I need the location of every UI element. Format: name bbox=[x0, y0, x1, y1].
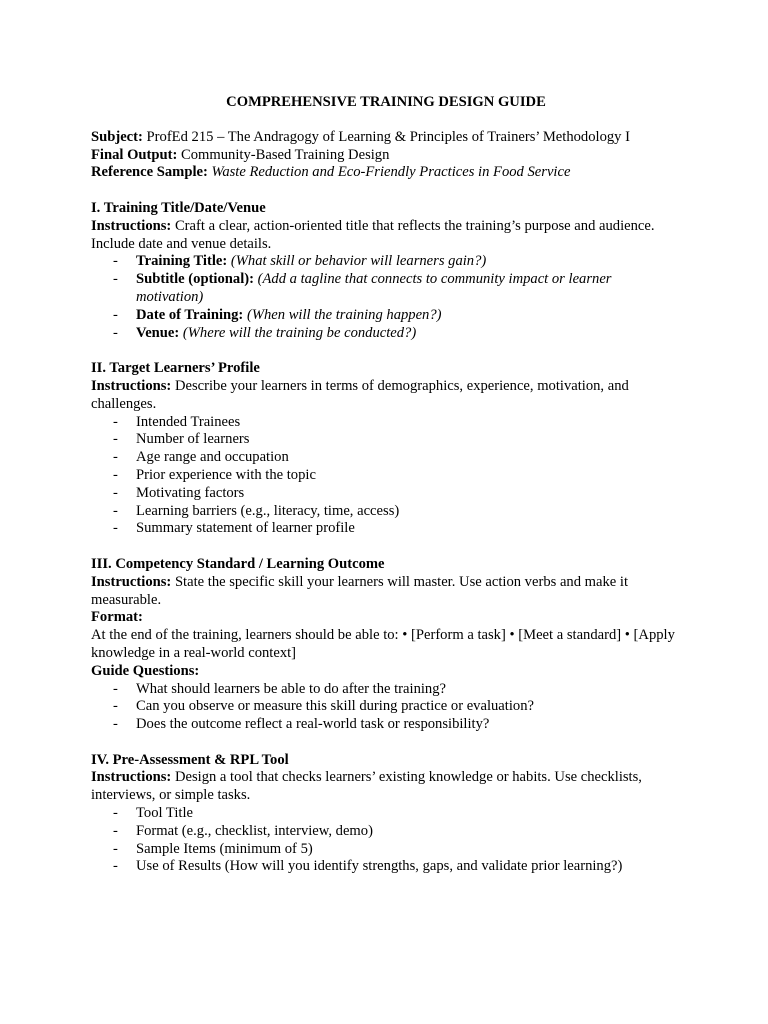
section-4 bbox=[91, 752, 681, 877]
section-2-list bbox=[91, 414, 681, 539]
list-item: - Number of learners bbox=[91, 431, 681, 449]
guide-questions-label: Guide Questions: bbox=[91, 662, 200, 679]
section-4-list bbox=[91, 805, 681, 876]
instructions-text: Describe your learners in terms of demographics, experience, motivation, and challenges. bbox=[91, 377, 629, 412]
list-item: - Format (e.g., checklist, interview, demo) bbox=[91, 823, 681, 841]
list-item bbox=[91, 271, 681, 307]
section-1-instructions bbox=[91, 218, 681, 254]
instructions-label: Instructions: bbox=[91, 573, 172, 590]
item-label: Venue: bbox=[136, 324, 180, 341]
list-item: - Prior experience with the topic bbox=[91, 467, 681, 485]
section-3-heading: III. Competency Standard / Learning Outcome bbox=[91, 555, 385, 572]
instructions-label: Instructions: bbox=[91, 217, 172, 234]
list-item: - Use of Results (How will you identify strengths, gaps, and validate prior learning?) bbox=[91, 858, 681, 876]
list-item bbox=[91, 325, 681, 343]
item-label: Date of Training: bbox=[136, 306, 244, 323]
list-item: - Motivating factors bbox=[91, 485, 681, 503]
final-output-label: Final Output: bbox=[91, 146, 178, 163]
reference-line bbox=[91, 164, 681, 182]
reference-value: Waste Reduction and Eco-Friendly Practices in Food Service bbox=[211, 164, 571, 181]
item-text: (Add a tagline that connects to community impact or learner motivation) bbox=[136, 271, 612, 305]
section-4-instructions bbox=[91, 769, 681, 805]
list-item: - Sample Items (minimum of 5) bbox=[91, 841, 681, 859]
list-item bbox=[91, 253, 681, 271]
instructions-text: Design a tool that checks learners’ existing knowledge or habits. Use checklists, interviews, or simple tasks. bbox=[91, 769, 642, 804]
section-4-heading: IV. Pre-Assessment & RPL Tool bbox=[91, 751, 289, 768]
list-item: - Can you observe or measure this skill during practice or evaluation? bbox=[91, 698, 681, 716]
subject-label: Subject: bbox=[91, 128, 143, 145]
subject-value: ProfEd 215 – The Andragogy of Learning & Principles of Trainers’ Methodology I bbox=[146, 128, 630, 145]
final-output-line bbox=[91, 147, 681, 165]
section-2-instructions bbox=[91, 378, 681, 414]
list-item: - Summary statement of learner profile bbox=[91, 520, 681, 538]
section-2-heading: II. Target Learners’ Profile bbox=[91, 360, 260, 377]
list-item: - Tool Title bbox=[91, 805, 681, 823]
document-title: COMPREHENSIVE TRAINING DESIGN GUIDE bbox=[226, 94, 546, 110]
list-item bbox=[91, 307, 681, 325]
subject-line bbox=[91, 129, 681, 147]
instructions-label: Instructions: bbox=[91, 377, 172, 394]
section-2 bbox=[91, 360, 681, 538]
instructions-text: State the specific skill your learners will master. Use action verbs and make it measurable. bbox=[91, 573, 629, 608]
format-text: At the end of the training, learners should be able to: • [Perform a task] • [Meet a standard] • [Apply knowledge in a real-world context] bbox=[91, 627, 675, 661]
item-label: Subtitle (optional): bbox=[136, 271, 254, 288]
item-label: Training Title: bbox=[136, 253, 228, 270]
instructions-label: Instructions: bbox=[91, 769, 172, 786]
item-text: (What skill or behavior will learners gain?) bbox=[230, 253, 487, 270]
section-1-list bbox=[91, 253, 681, 342]
section-1-heading: I. Training Title/Date/Venue bbox=[91, 199, 266, 216]
section-1 bbox=[91, 200, 681, 342]
document-content bbox=[91, 94, 681, 894]
list-item: - Intended Trainees bbox=[91, 414, 681, 432]
instructions-text: Craft a clear, action-oriented title that reflects the training’s purpose and audience. Include date and venue details. bbox=[91, 217, 655, 252]
item-text: (Where will the training be conducted?) bbox=[182, 324, 417, 341]
list-item: - Does the outcome reflect a real-world task or responsibility? bbox=[91, 716, 681, 734]
reference-label: Reference Sample: bbox=[91, 164, 208, 181]
list-item: - What should learners be able to do after the training? bbox=[91, 681, 681, 699]
list-item: - Learning barriers (e.g., literacy, time, access) bbox=[91, 503, 681, 521]
final-output-value: Community-Based Training Design bbox=[181, 146, 390, 163]
list-item: - Age range and occupation bbox=[91, 449, 681, 467]
section-3 bbox=[91, 556, 681, 734]
section-3-instructions bbox=[91, 574, 681, 610]
item-text: (When will the training happen?) bbox=[246, 306, 442, 323]
format-label: Format: bbox=[91, 609, 143, 626]
meta-block bbox=[91, 129, 681, 182]
section-3-list bbox=[91, 681, 681, 734]
